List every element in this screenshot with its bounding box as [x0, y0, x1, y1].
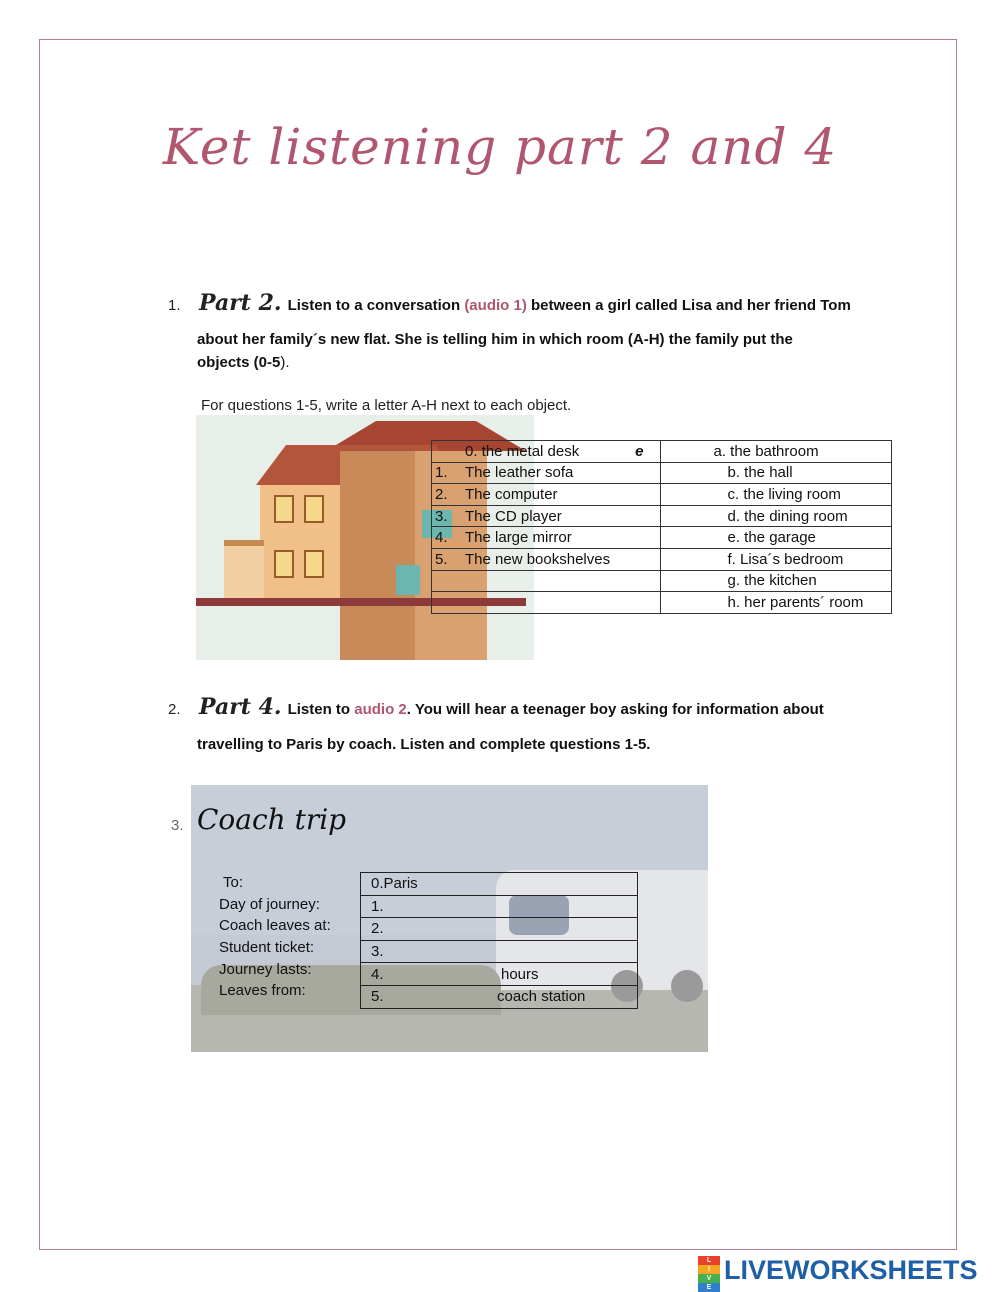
coach-answer-cell[interactable]	[361, 963, 638, 986]
objects-table	[431, 440, 892, 614]
coach-label: Day of journey:	[219, 895, 320, 913]
coach-wheel	[671, 970, 703, 1002]
coach-answer-cell[interactable]	[361, 940, 638, 963]
object-label: The large mirror	[465, 529, 572, 547]
coach-labels	[219, 872, 331, 1002]
object-label: The leather sofa	[465, 464, 574, 482]
object-label: The CD player	[465, 507, 562, 525]
coach-row-number: 4.	[371, 965, 384, 983]
coach-table	[360, 872, 638, 1009]
table-row	[361, 918, 638, 941]
coach-label: Student ticket:	[219, 939, 315, 957]
logo-letter: L	[698, 1256, 720, 1265]
table-row	[432, 570, 892, 592]
coach-answer-cell[interactable]	[361, 918, 638, 941]
coach-label: Leaves from:	[219, 982, 306, 1000]
object-cell	[432, 505, 661, 527]
coach-row-number: 0.Paris	[371, 875, 418, 893]
table-row	[432, 484, 892, 506]
section1-instruction: For questions 1-5, write a letter A-H next to each object.	[201, 397, 572, 414]
table-row	[432, 441, 892, 463]
coach-answer-cell	[361, 873, 638, 896]
object-number: 2.	[435, 485, 448, 503]
object-cell	[432, 441, 661, 463]
object-cell	[432, 570, 661, 592]
house-porch	[224, 540, 264, 606]
logo-letter: E	[698, 1283, 720, 1292]
section2-text-a: Listen to	[287, 701, 355, 718]
room-cell	[660, 462, 892, 484]
worksheet-title: Ket listening part 2 and 4	[162, 118, 838, 176]
coach-row-number: 5.	[371, 988, 384, 1006]
object-number: 3.	[435, 507, 448, 525]
room-label: g. the kitchen	[727, 572, 817, 590]
section1-line3-end: ).	[280, 354, 290, 371]
coach-row-suffix: hours	[501, 965, 539, 983]
object-number: 5.	[435, 550, 448, 568]
object-label: The computer	[465, 485, 558, 503]
logo-letter: I	[698, 1265, 720, 1274]
coach-label: To:	[223, 874, 244, 891]
table-row	[361, 895, 638, 918]
section2-part-label: Part 4.	[199, 694, 282, 720]
object-cell	[432, 592, 661, 614]
object-number: 1.	[435, 464, 448, 482]
object-answer[interactable]: e	[635, 442, 644, 460]
table-row	[361, 985, 638, 1008]
object-cell	[432, 548, 661, 570]
object-label: The new bookshelves	[465, 550, 611, 568]
room-label: a. the bathroom	[713, 442, 819, 460]
table-row	[432, 592, 892, 614]
audio2-label[interactable]: audio 2	[354, 701, 407, 718]
table-row	[432, 527, 892, 549]
house-window	[304, 550, 324, 578]
house-middle	[340, 451, 415, 660]
coach-answer-cell[interactable]	[361, 985, 638, 1008]
room-cell	[660, 527, 892, 549]
room-label: h. her parents´ room	[727, 593, 864, 611]
table-row	[432, 462, 892, 484]
coach-answer-cell[interactable]	[361, 895, 638, 918]
liveworksheets-text: LIVEWORKSHEETS	[724, 1254, 978, 1285]
table-row	[361, 873, 638, 896]
coach-trip-heading: Coach trip	[197, 803, 347, 836]
liveworksheets-icon	[698, 1256, 720, 1291]
object-cell	[432, 484, 661, 506]
object-label: 0. the metal desk	[465, 442, 580, 460]
coach-row-number: 2.	[371, 920, 384, 938]
section2-line1	[199, 694, 824, 720]
room-label: b. the hall	[727, 464, 793, 482]
section2-number: 2.	[168, 701, 181, 718]
table-row	[432, 548, 892, 570]
room-label: d. the dining room	[727, 507, 848, 525]
table-row	[361, 963, 638, 986]
house-window	[304, 495, 324, 523]
section1-text-b: between a girl called Lisa and her friend Tom	[526, 297, 851, 314]
room-cell	[660, 570, 892, 592]
room-label: f. Lisa´s bedroom	[727, 550, 844, 568]
object-number: 4.	[435, 529, 448, 547]
liveworksheets-logo[interactable]	[698, 1253, 978, 1291]
section1-text-a: Listen to a conversation	[287, 297, 465, 314]
room-cell	[660, 505, 892, 527]
house-window	[274, 550, 294, 578]
coach-label: Coach leaves at:	[219, 917, 331, 935]
room-cell	[660, 548, 892, 570]
coach-row-suffix: coach station	[497, 988, 586, 1006]
section1-part-label: Part 2.	[199, 290, 282, 316]
section1-line3	[197, 354, 290, 371]
object-cell	[432, 527, 661, 549]
coach-row-number: 1.	[371, 897, 384, 915]
table-row	[432, 505, 892, 527]
room-cell	[660, 441, 892, 463]
table-row	[361, 940, 638, 963]
coach-row-number: 3.	[371, 943, 384, 961]
room-label: c. the living room	[727, 485, 841, 503]
house-blue-furniture	[396, 565, 420, 595]
house-window	[274, 495, 294, 523]
section2-text-b: . You will hear a teenager boy asking for information about	[406, 701, 824, 718]
house-left-wing	[260, 485, 340, 605]
section1-line1	[199, 290, 851, 316]
room-cell	[660, 484, 892, 506]
audio1-label[interactable]: (audio 1)	[464, 297, 527, 314]
section1-line3-bold: objects (0-5	[197, 354, 281, 371]
section3-number: 3.	[171, 817, 184, 834]
section1-number: 1.	[168, 297, 181, 314]
room-label: e. the garage	[727, 529, 816, 547]
section2-line2: travelling to Paris by coach. Listen and complete questions 1-5.	[197, 736, 651, 753]
section1-line2: about her family´s new flat. She is telling him in which room (A-H) the family put the	[197, 331, 793, 348]
logo-letter: V	[698, 1274, 720, 1283]
object-cell	[432, 462, 661, 484]
room-cell	[660, 592, 892, 614]
coach-label: Journey lasts:	[219, 960, 312, 978]
